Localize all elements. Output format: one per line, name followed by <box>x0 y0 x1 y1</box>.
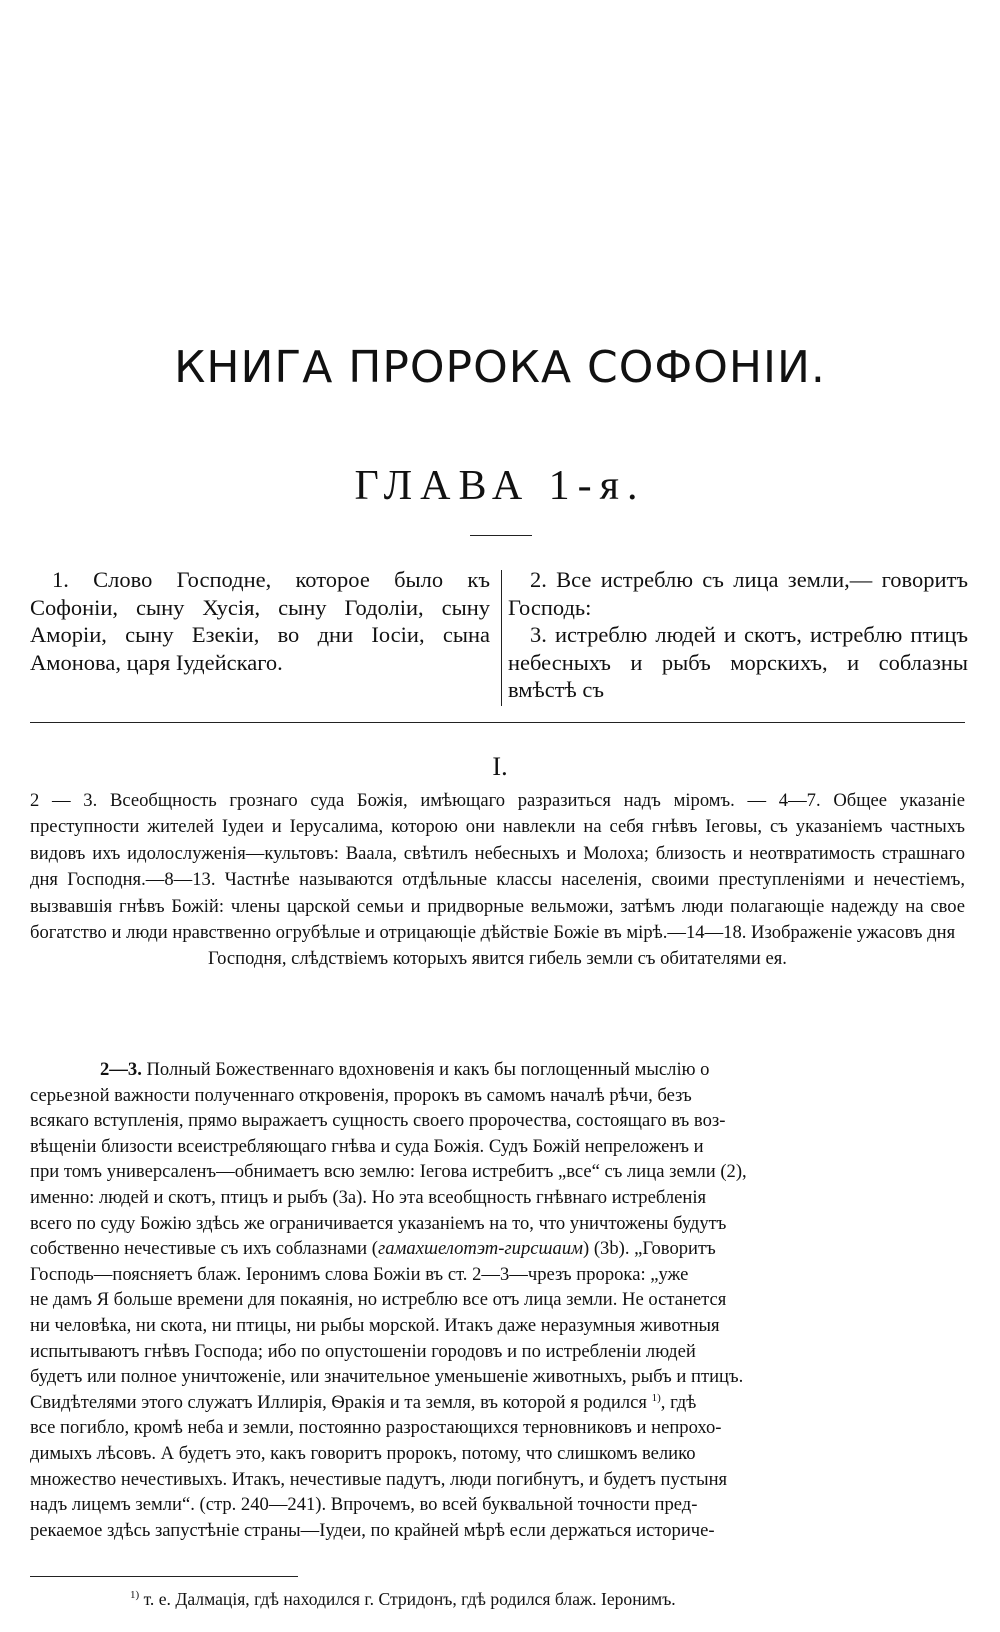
verse-2: 2. Все истреблю съ лица земли,— говоритъ Господь: <box>508 567 968 620</box>
commentary-line: испытываютъ гнѣвъ Господа; ибо по опустошенiи городовъ и по истребленiи людей <box>30 1340 696 1362</box>
verse-3: 3. истреблю людей и скотъ, истреблю птицъ небесныхъ и рыбъ морскихъ, и соблазны вмѣстѣ съ <box>508 622 968 702</box>
commentary-line: всякаго вступленiя, прямо выражаетъ сущность своего пророчества, состоящаго въ воз- <box>30 1110 726 1132</box>
hebrew-term: гамахшелотэт-гирсшаим <box>377 1238 584 1260</box>
commentary-line: все погибло, кромѣ неба и земли, постоянно разростающихся терновниковъ и непрохо- <box>30 1417 722 1439</box>
commentary-line: рекаемое здѣсь запустѣнiе страны—Iудеи, по крайней мѣрѣ если держаться историче- <box>30 1519 715 1541</box>
chapter-title: ГЛАВА 1-я. <box>354 463 646 509</box>
summary-last-line: Господня, слѣдствiемъ которыхъ явится гибель земли съ обитателями ея. <box>208 948 787 970</box>
verse-columns <box>30 566 968 706</box>
footnote-mark: 1) <box>130 1589 140 1602</box>
commentary <box>30 1057 965 1543</box>
commentary-line: не дамъ Я больше времени для покаянiя, но истреблю все отъ лица земли. Не останется <box>30 1289 727 1311</box>
verse-column-left <box>30 566 490 676</box>
footnote-divider <box>30 1576 298 1577</box>
commentary-line: 2—3. Полный Божественнаго вдохновенiя и какъ бы поглощенный мыслiю о <box>100 1059 710 1080</box>
commentary-line: надъ лицемъ земли“. (стр. 240—241). Впрочемъ, во всей буквальной точности пред- <box>30 1494 698 1516</box>
verse-1: 1. Слово Господне, которое было къ Софонiи, сыну Хусiя, сыну Годолiи, сыну Аморiи, сыну Езекiи, во дни Iосiи, сына Амонова, царя Iудейскаго. <box>30 567 490 675</box>
commentary-line: Свидѣтелями этого служатъ Иллирiя, Ѳракiя и та земля, въ которой я родился $^{1)}$, гдѣ <box>30 1391 697 1413</box>
commentary-line: димыхъ лѣсовъ. А будетъ это, какъ говоритъ пророкъ, потому, что слишкомъ велико <box>30 1442 696 1464</box>
section-number: I. <box>492 752 508 781</box>
verse-ref: 2—3. <box>100 1059 142 1080</box>
title-divider <box>470 535 532 536</box>
section-summary <box>30 788 965 973</box>
footnote <box>130 1587 965 1611</box>
book-title: КНИГА ПРОРОКА СОФОНIИ. <box>174 342 826 393</box>
footnote-ref[interactable]: 1) <box>651 1391 661 1404</box>
verse-column-right <box>508 566 968 704</box>
footnote-text: т. е. Далмацiя, гдѣ находился г. Стридонъ, гдѣ родился блаж. Iеронимъ. <box>139 1589 676 1609</box>
commentary-line: серьезной важности полученнаго откровенiя, пророкъ въ самомъ началѣ рѣчи, безъ <box>30 1084 692 1106</box>
commentary-line: собственно нечестивые съ ихъ соблазнами (гамахшелотэт-гирсшаим) (3b). „Говоритъ <box>30 1238 716 1260</box>
commentary-line: множество нечестивыхъ. Итакъ, нечестивые падутъ, люди погибнутъ, и будетъ пустыня <box>30 1468 728 1490</box>
commentary-line: вѣщенiи близости всеистребляющаго гнѣва и суда Божiя. Судъ Божiй непреложенъ и <box>30 1135 704 1157</box>
commentary-line: именно: людей и скотъ, птицъ и рыбъ (3а). Но эта всеобщность гнѣвнаго истребленiя <box>30 1186 707 1208</box>
summary-text: 2 — 3. Всеобщность грознаго суда Божiя, имѣющаго разразиться надъ мiромъ. — 4—7. Общее указанiе преступности жителей Iудеи и Iерусалима, которою они навлекли на себя гнѣвъ Iеговы, съ указанiемъ частныхъ видовъ ихъ идолослуженiя—культовъ: Ваала, свѣтилъ небесныхъ и Молоха; близость и неотвратимость страшнаго дня Господня.—8—13. Частнѣе называются отдѣльные классы населенiя, своими преступленiями и нечестiемъ, вызвавшiя гнѣвъ Божiй: члены царской семьи и придворные вельможи, затѣмъ люди полагающiе надежду на свое богатство и люди нравственно огрубѣлые и отрицающiе дѣйствiе Божiе въ мiрѣ.—14—18. Изображенiе ужасовъ дня <box>30 790 965 944</box>
verses-divider <box>30 722 965 723</box>
commentary-line: будетъ или полное уничтоженiе, или значительное уменьшенiе животныхъ, рыбъ и птицъ. <box>30 1366 744 1388</box>
commentary-line: ни человѣка, ни скота, ни птицы, ни рыбы морской. Итакъ даже неразумныя животныя <box>30 1314 720 1336</box>
column-divider <box>501 570 502 706</box>
commentary-line: при томъ универсаленъ—обнимаетъ всю землю: Iегова истребитъ „все“ съ лица земли (2), <box>30 1161 747 1183</box>
commentary-line: Господь—поясняетъ блаж. Iеронимъ слова Божiи въ ст. 2—3—чрезъ пророка: „уже <box>30 1263 689 1285</box>
commentary-line: всего по суду Божiю здѣсь же ограничивается указанiемъ на то, что уничтожены будутъ <box>30 1212 727 1234</box>
